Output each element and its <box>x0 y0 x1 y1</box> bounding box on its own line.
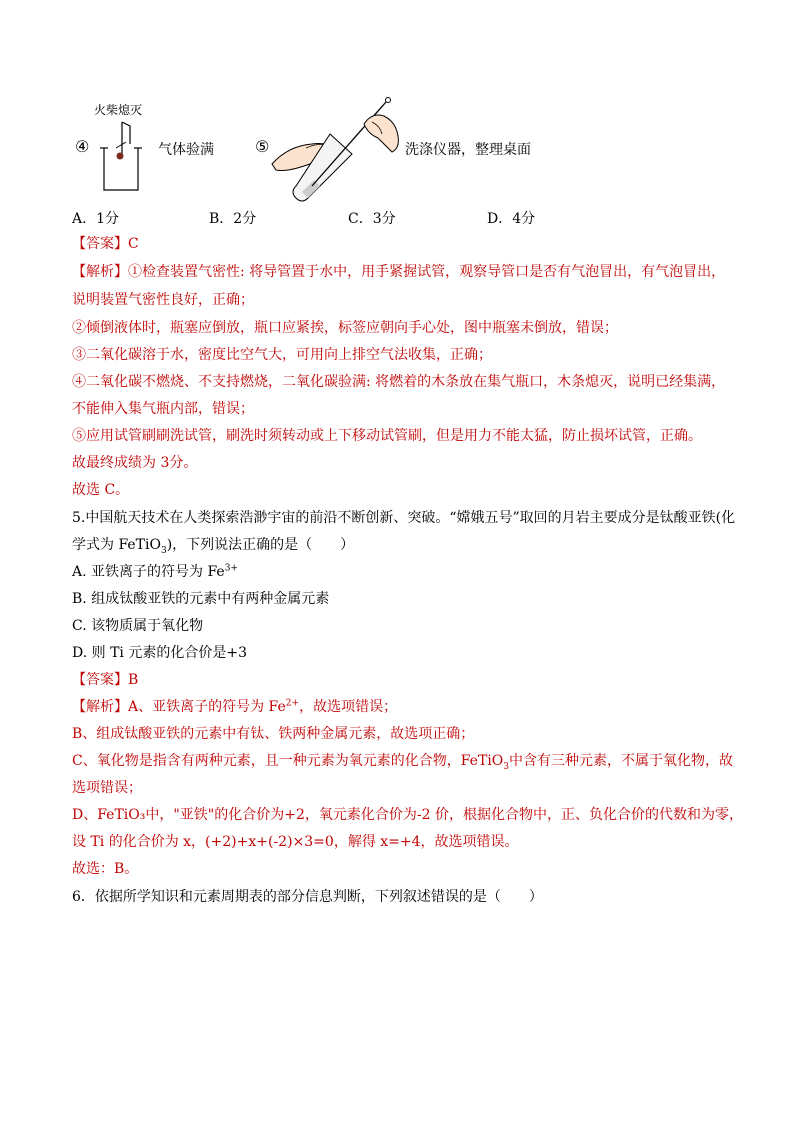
item5-number: ⑤ <box>255 137 270 156</box>
q5-stem-line2 <box>72 535 354 555</box>
answer-tag: 【答案】 <box>72 672 128 688</box>
q5-option-c: C. 该物质属于氧化物 <box>72 618 204 634</box>
superscript: 3+ <box>224 563 238 574</box>
q4-analysis-line: ②倾倒液体时，瓶塞应倒放，瓶口应紧挨，标签应朝向手心处，图中瓶塞未倒放，错误； <box>72 320 618 336</box>
subscript: 3 <box>503 761 509 772</box>
option-text: A. 亚铁离子的符号为 Fe <box>72 564 225 580</box>
item4-number: ④ <box>75 137 90 156</box>
q4-analysis-line: 说明装置气密性良好，正确； <box>72 292 254 308</box>
q4-analysis-line: ④二氧化碳不燃烧、不支持燃烧，二氧化碳验满: 将燃着的木条放在集气瓶口，木条熄灭，说明已经集满， <box>72 374 726 390</box>
q5-analysis-line: 选项错误； <box>72 780 142 796</box>
q4-option-c: C．3分 <box>348 211 396 227</box>
q4-analysis-line: ⑤应用试管刷刷洗试管，刷洗时须转动或上下移动试管刷，但是用力不能太猛，防止损坏试管，正确。 <box>72 428 702 444</box>
q5-option-d: D. 则 Ti 元素的化合价是+3 <box>72 645 247 661</box>
stem-text: )，下列说法正确的是（ ） <box>166 537 355 553</box>
figure-caption: 火柴熄灭 <box>94 103 143 117</box>
q4-answer <box>72 234 139 254</box>
item4-label: 气体验满 <box>158 142 214 158</box>
q5-analysis-line <box>72 697 397 717</box>
q5-option-b: B. 组成钛酸亚铁的元素中有两种金属元素 <box>72 591 330 607</box>
q5-analysis-line: B、组成钛酸亚铁的元素中有钛、铁两种金属元素，故选项正确； <box>72 726 475 742</box>
superscript: 2+ <box>285 698 300 709</box>
q4-conclusion: 故选 C。 <box>72 482 130 498</box>
answer-tag: 【答案】 <box>72 236 128 252</box>
q5-option-a <box>72 562 238 582</box>
q4-option-b: B．2分 <box>209 211 257 227</box>
analysis-text: C、氧化物是指含有两种元素，且一种元素为氧元素的化合物，FeTiO <box>72 753 504 769</box>
subscript: 3 <box>160 545 167 556</box>
q5-analysis-line: D、FeTiO₃中，"亚铁"的化合价为+2，氧元素化合价为-2 价，根据化合物中，正、负化合价的代数和为零， <box>72 807 743 823</box>
analysis-tag: 【解析】 <box>72 264 128 280</box>
analysis-text: 中含有三种元素，不属于氧化物，故 <box>508 753 733 769</box>
answer-value: C <box>128 236 139 252</box>
answer-value: B <box>128 672 139 688</box>
q4-analysis-line: 故最终成绩为 3分。 <box>72 455 198 471</box>
q6-stem: 6．依据所学知识和元素周期表的部分信息判断，下列叙述错误的是（ ） <box>72 889 543 905</box>
q4-option-a: A．1分 <box>72 211 120 227</box>
q5-answer <box>72 670 138 690</box>
q5-conclusion: 故选：B。 <box>72 861 139 877</box>
q4-analysis-line <box>72 262 725 282</box>
q5-analysis-line <box>72 751 733 771</box>
stem-text: 学式为 FeTiO <box>72 537 161 553</box>
q5-stem-line1: 5.中国航天技术在人类探索浩渺宇宙的前沿不断创新、突破。“嫦娥五号”取回的月岩主要成分是钛酸亚铁(化 <box>72 510 736 526</box>
q5-analysis-line: 设 Ti 的化合价为 x，(+2)+x+(-2)×3=0，解得 x=+4，故选项错误。 <box>72 834 519 850</box>
q4-analysis-line: ③二氧化碳溶于水，密度比空气大，可用向上排空气法收集，正确； <box>72 347 492 363</box>
analysis-text: ①检查装置气密性: 将导管置于水中，用手紧握试管，观察导管口是否有气泡冒出，有气泡冒出， <box>128 264 726 280</box>
analysis-tag: 【解析】 <box>72 699 128 715</box>
q4-analysis-line: 不能伸入集气瓶内部，错误； <box>72 401 254 417</box>
gas-bottle-illustration <box>96 118 146 194</box>
q4-option-d: D．4分 <box>487 211 536 227</box>
test-tube-washing-illustration <box>268 94 404 204</box>
analysis-text: A、亚铁离子的符号为 Fe <box>128 699 286 715</box>
item5-label: 洗涤仪器，整理桌面 <box>405 142 531 158</box>
analysis-text: ，故选项错误； <box>299 699 398 715</box>
